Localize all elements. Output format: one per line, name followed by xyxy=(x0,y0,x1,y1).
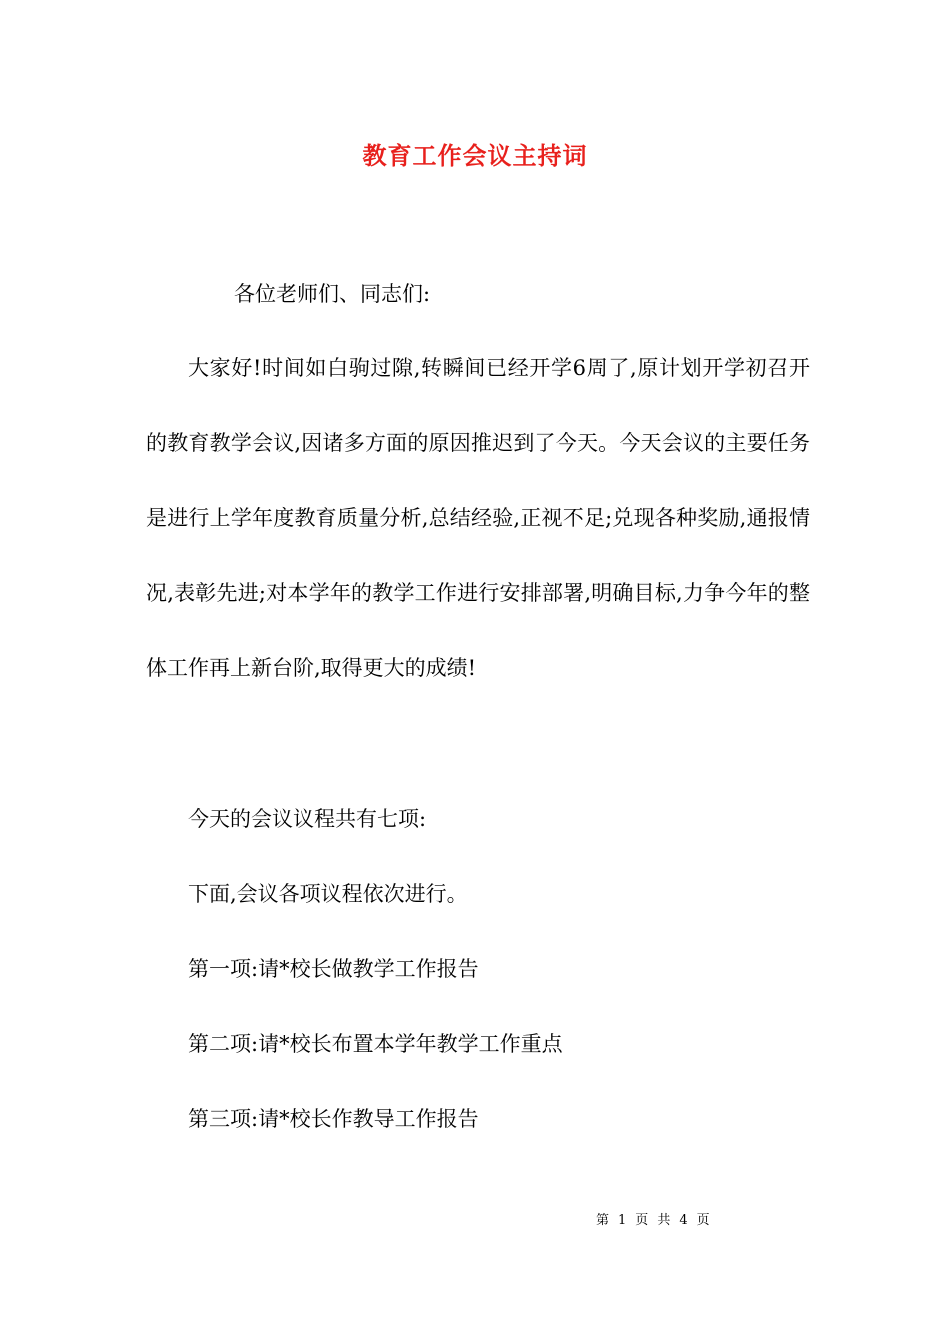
footer-total-prefix: 共 xyxy=(657,1213,672,1228)
document-title: 教育工作会议主持词 xyxy=(362,141,588,170)
main-paragraph: 大家好!时间如白驹过隙,转瞬间已经开学6周了,原计划开学初召开的教育教学会议,因诸多方面的原因推迟到了今天。今天会议的主要任务是进行上学年度教育质量分析,总结经验,正视不足;兑现各种奖励,通报情况,表彰先进;对本学年的教学工作进行安排部署,明确目标,力争今年的整体工作再上新台阶,取得更大的成绩! xyxy=(146,356,810,680)
footer-current-page: 1 xyxy=(618,1213,628,1228)
footer-page-word: 页 xyxy=(635,1213,650,1228)
salutation: 各位老师们、同志们: xyxy=(234,282,431,306)
agenda-item-3: 第三项:请*校长作教导工作报告 xyxy=(188,1107,479,1131)
agenda-start: 下面,会议各项议程依次进行。 xyxy=(188,882,468,906)
agenda-item-1: 第一项:请*校长做教学工作报告 xyxy=(188,957,479,981)
agenda-intro: 今天的会议议程共有七项: xyxy=(188,807,427,831)
agenda-item-2: 第二项:请*校长布置本学年教学工作重点 xyxy=(188,1032,563,1056)
page-footer xyxy=(592,1209,715,1228)
footer-suffix: 页 xyxy=(696,1213,711,1228)
footer-total-pages: 4 xyxy=(679,1213,689,1228)
footer-prefix: 第 xyxy=(596,1213,611,1228)
